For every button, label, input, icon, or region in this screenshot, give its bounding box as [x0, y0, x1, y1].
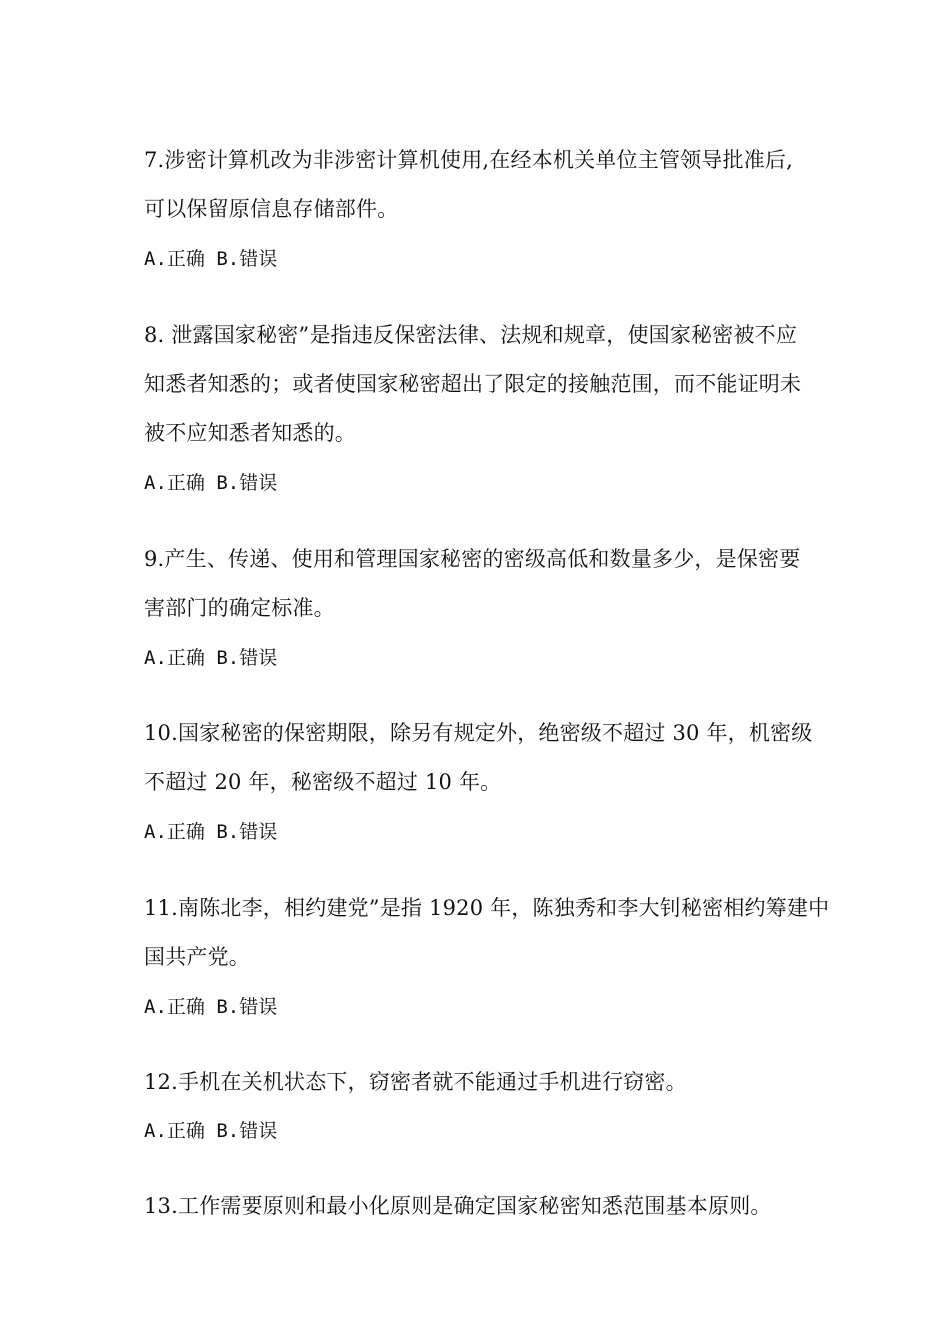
question-12-line-1: 12.手机在关机状态下，窃密者就不能通过手机进行窃密。: [144, 1070, 687, 1094]
question-8-line-1: 8. 泄露国家秘密”是指违反保密法律、法规和规章，使国家秘密被不应: [144, 323, 798, 347]
question-8-options: A.正确 B.错误: [144, 472, 278, 494]
question-9: [144, 535, 824, 633]
question-13: [144, 1182, 824, 1231]
question-11-options: A.正确 B.错误: [144, 996, 278, 1018]
question-9-line-1: 9.产生、传递、使用和管理国家秘密的密级高低和数量多少，是保密要: [144, 547, 801, 571]
question-10-line-1: 10.国家秘密的保密期限，除另有规定外，绝密级不超过 30 年，机密级: [144, 721, 813, 745]
question-8-line-2: 知悉者知悉的；或者使国家秘密超出了限定的接触范围，而不能证明未: [144, 372, 802, 396]
question-9-line-2: 害部门的确定标准。: [144, 596, 335, 620]
question-7-line-1: 7.涉密计算机改为非涉密计算机使用,在经本机关单位主管领导批准后,: [144, 148, 793, 172]
question-7-line-2: 可以保留原信息存储部件。: [144, 197, 399, 221]
question-11-line-2: 国共产党。: [144, 945, 250, 969]
question-7-options: A.正确 B.错误: [144, 248, 278, 270]
question-9-options: A.正确 B.错误: [144, 647, 278, 669]
question-12: [144, 1058, 824, 1107]
question-13-line-1: 13.工作需要原则和最小化原则是确定国家秘密知悉范围基本原则。: [144, 1194, 772, 1218]
question-8: [144, 311, 824, 458]
question-12-options: A.正确 B.错误: [144, 1120, 278, 1142]
question-10-options: A.正确 B.错误: [144, 821, 278, 843]
question-10-line-2: 不超过 20 年，秘密级不超过 10 年。: [144, 770, 502, 794]
question-11-line-1: 11.南陈北李，相约建党”是指 1920 年，陈独秀和李大钊秘密相约筹建中: [144, 896, 830, 920]
question-8-line-3: 被不应知悉者知悉的。: [144, 421, 356, 445]
question-7: [144, 136, 824, 234]
question-11: [144, 884, 830, 982]
question-10: [144, 709, 824, 807]
